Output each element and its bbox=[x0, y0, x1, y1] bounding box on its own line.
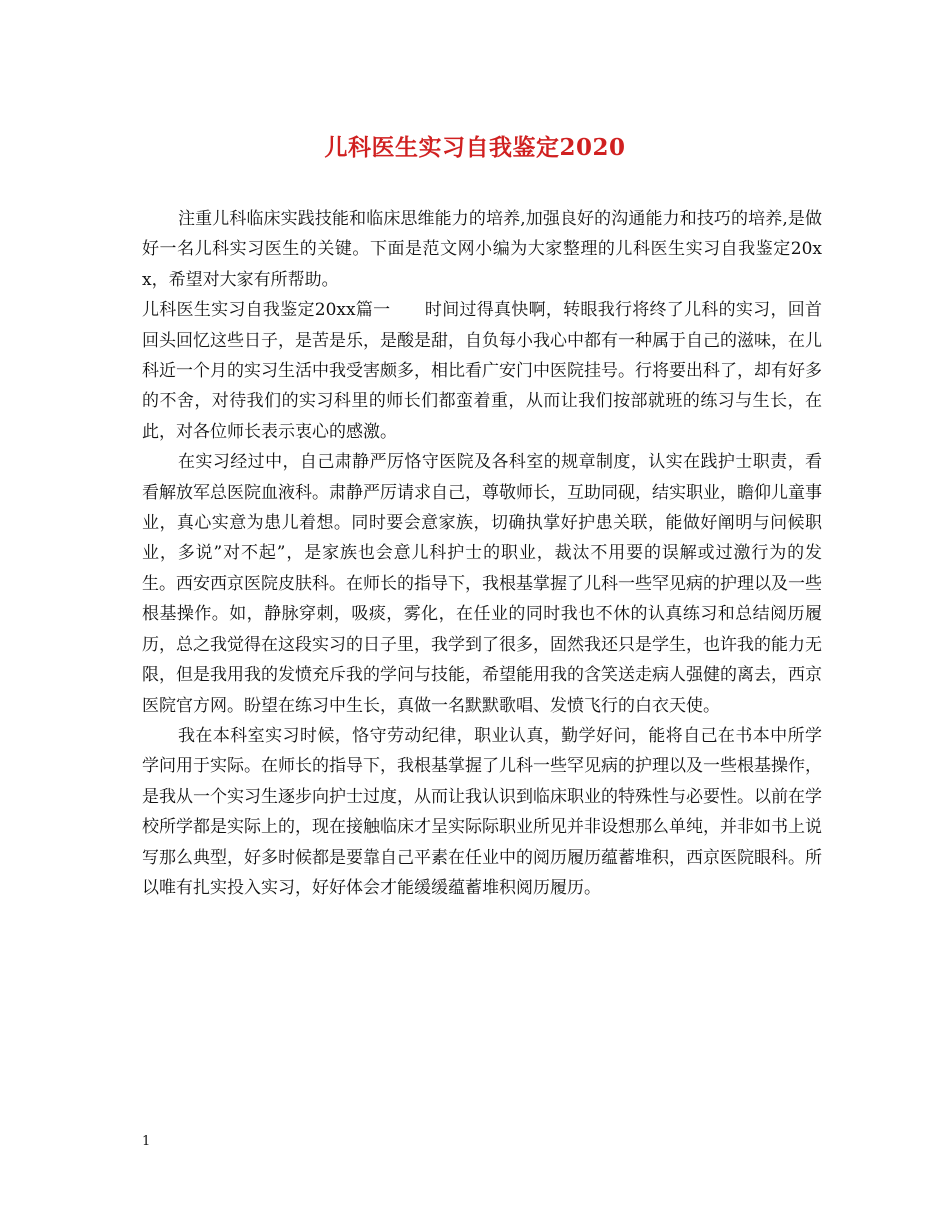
document-title: 儿科医生实习自我鉴定2020 bbox=[324, 134, 626, 161]
paragraph-internship-process: 在实习经过中，自己肃静严厉恪守医院及各科室的规章制度，认实在践护士职责，看看解放军总医院血液科。肃静严厉请求自己，尊敬师长，互助同砚，结实职业，瞻仰儿童事业，真心实意为患儿着想。同时要会意家族，切确执掌好护患关联，能做好阐明与问候职业，多说”对不起”，是家族也会意儿科护士的职业，裁汰不用要的误解或过激行为的发生。西安西京医院皮肤科。在师长的指导下，我根基掌握了儿科一些罕见病的护理以及一些根基操作。如，静脉穿刺，吸痰，雾化，在任业的同时我也不休的认真练习和总结阅历履历，总之我觉得在这段实习的日子里，我学到了很多，固然我还只是学生，也许我的能力无限，但是我用我的发愤充斥我的学问与技能，希望能用我的含笑送走病人强健的离去，西京医院官方网。盼望在练习中生长，真做一名默默歌唱、发愤飞行的白衣天使。 bbox=[142, 452, 822, 716]
paragraph-part-one: 儿科医生实习自我鉴定20xx篇一 时间过得真快啊，转眼我行将终了儿科的实习，回首回头回忆这些日子，是苦是乐，是酸是甜，自负每小我心中都有一种属于自己的滋味，在儿科近一个月的实习生活中我受害颇多，相比看广安门中医院挂号。行将要出科了，却有好多的不舍，对待我们的实习科里的师长们都蛮着重，从而让我们按部就班的练习与生长，在此，对各位师长表示衷心的感激。 bbox=[142, 300, 822, 442]
paragraph-intro: 注重儿科临床实践技能和临床思维能力的培养,加强良好的沟通能力和技巧的培养,是做好一名儿科实习医生的关键。下面是范文网小编为大家整理的儿科医生实习自我鉴定20xx，希望对大家有所帮助。 bbox=[142, 209, 822, 290]
paragraph-department-practice: 我在本科室实习时候，恪守劳动纪律，职业认真，勤学好问，能将自己在书本中所学学问用于实际。在师长的指导下，我根基掌握了儿科一些罕见病的护理以及一些根基操作，是我从一个实习生逐步向护士过度，从而让我认识到临床职业的特殊性与必要性。以前在学校所学都是实际上的，现在接触临床才呈实际际职业所见并非设想那么单纯，并非如书上说写那么典型，好多时候都是要靠自己平素在任业中的阅历履历蕴蓄堆积，西京医院眼科。所以唯有扎实投入实习，好好体会才能缓缓蕴蓄堆积阅历履历。 bbox=[142, 725, 822, 898]
document-body bbox=[142, 204, 822, 903]
page-number: 1 bbox=[142, 1134, 151, 1149]
